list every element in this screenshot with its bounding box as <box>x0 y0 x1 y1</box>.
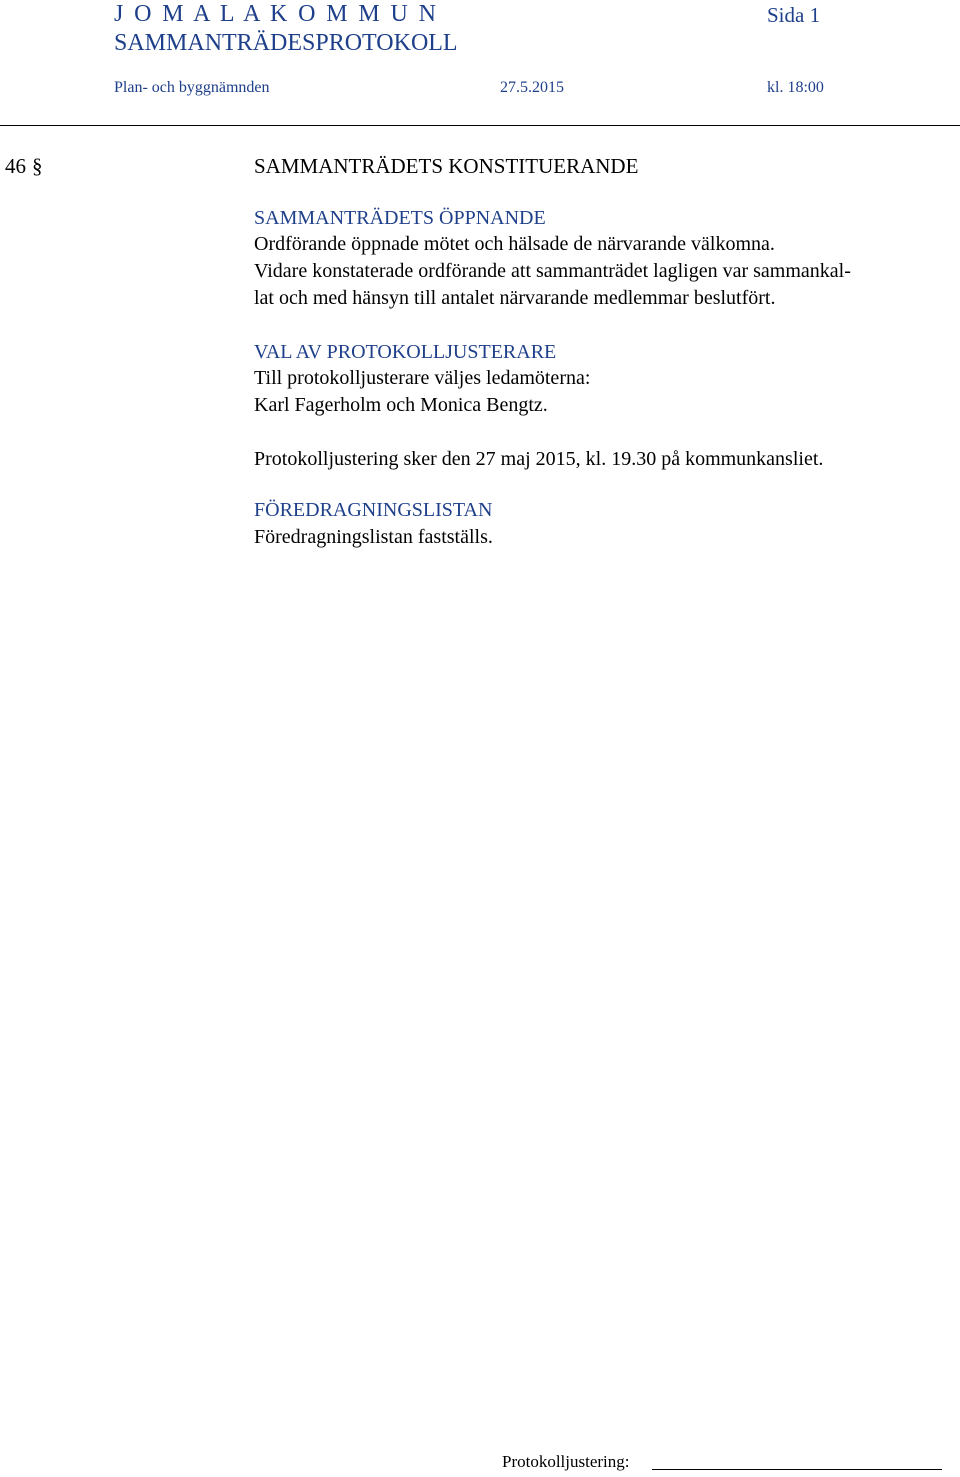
signature-line <box>652 1469 942 1470</box>
section-number <box>5 153 43 179</box>
section-title: SAMMANTRÄDETS KONSTITUERANDE <box>254 154 639 178</box>
meeting-time: kl. 18:00 <box>767 79 824 96</box>
adjusters-heading: VAL AV PROTOKOLLJUSTERARE <box>254 341 557 363</box>
opening-text-line-1: Ordförande öppnade mötet och hälsade de närvarande välkomna. <box>254 233 775 255</box>
adjusters-text-line-2: Karl Fagerholm och Monica Bengtz. <box>254 394 548 416</box>
committee-name: Plan- och byggnämnden <box>114 79 270 96</box>
page-number: Sida 1 <box>767 3 821 27</box>
adjusters-text-line-1: Till protokolljusterare väljes ledamöterna: <box>254 367 591 389</box>
meeting-date: 27.5.2015 <box>500 79 564 96</box>
header-divider <box>0 125 960 126</box>
opening-heading: SAMMANTRÄDETS ÖPPNANDE <box>254 207 546 229</box>
agenda-text: Föredragningslistan fastställs. <box>254 526 493 548</box>
protocol-adjustment-label: Protokolljustering: <box>502 1452 630 1471</box>
document-type: SAMMANTRÄDESPROTOKOLL <box>114 30 458 56</box>
opening-text-line-2: Vidare konstaterade ordförande att sammanträdet lagligen var sammankal- <box>254 260 851 282</box>
adjusting-time-text: Protokolljustering sker den 27 maj 2015, kl. 19.30 på kommunkansliet. <box>254 448 824 470</box>
section-number-value: 46 <box>5 154 26 178</box>
section-sign-icon: § <box>32 154 43 178</box>
agenda-heading: FÖREDRAGNINGSLISTAN <box>254 499 493 521</box>
municipality-title: J O M A L A K O M M U N <box>114 1 439 27</box>
opening-text-line-3: lat och med hänsyn till antalet närvarande medlemmar beslutfört. <box>254 287 776 309</box>
